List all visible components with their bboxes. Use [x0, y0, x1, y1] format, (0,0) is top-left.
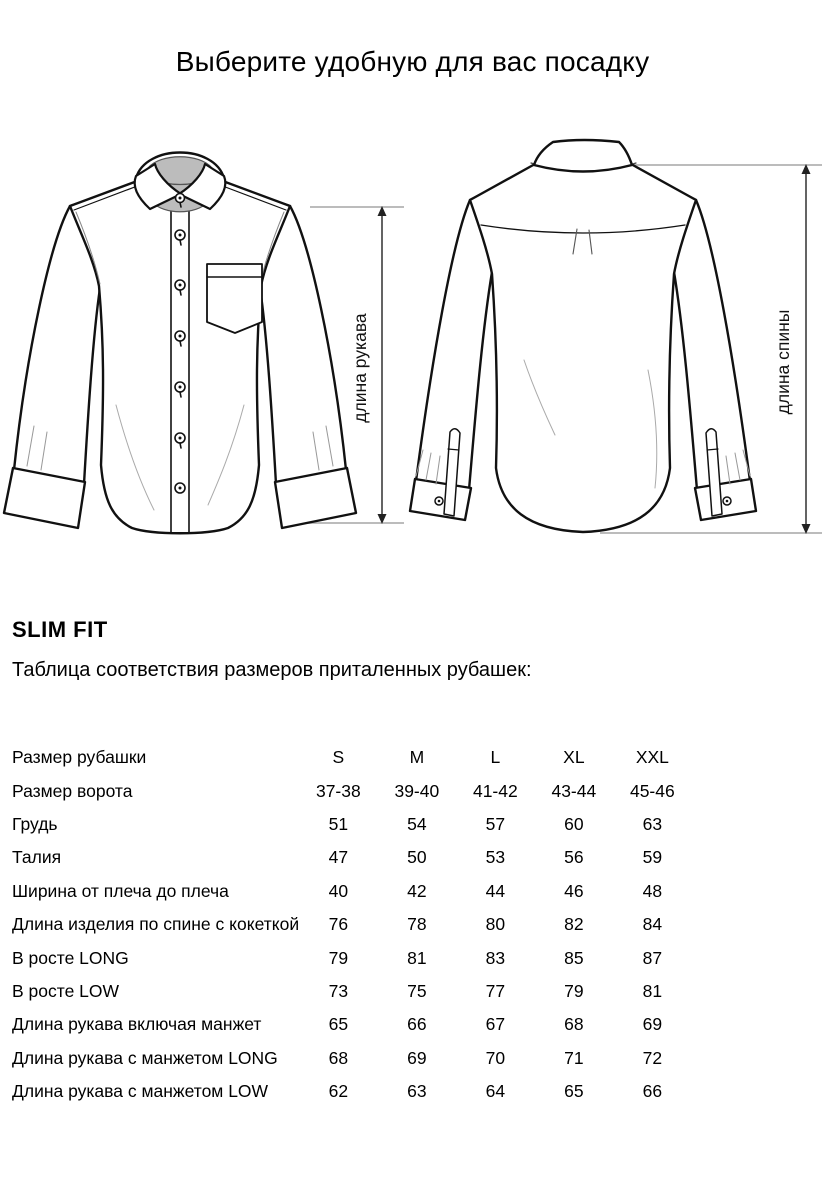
size-value-cell: 46 — [564, 880, 584, 901]
table-row — [12, 875, 692, 908]
size-value-cell: 65 — [328, 1014, 349, 1035]
size-value-cell: 44 — [485, 880, 506, 901]
size-value-cell: 59 — [642, 847, 663, 868]
table-row — [12, 774, 692, 807]
size-table-body — [12, 741, 692, 1108]
size-value-cell: 85 — [564, 947, 584, 968]
row-label: Грудь — [12, 813, 58, 834]
row-label: В росте LONG — [12, 947, 129, 968]
size-value-cell: 71 — [564, 1047, 584, 1068]
size-value-cell: 72 — [642, 1047, 663, 1068]
row-label: Длина рукава с манжетом LOW — [12, 1081, 269, 1102]
size-value-cell: 67 — [485, 1014, 506, 1035]
size-value-cell: 62 — [328, 1081, 349, 1102]
size-value-cell: 40 — [328, 880, 349, 901]
size-value-cell: 51 — [328, 813, 349, 834]
size-value-cell: 63 — [407, 1081, 427, 1102]
size-value-cell: 66 — [642, 1081, 663, 1102]
table-row — [12, 908, 692, 941]
back-body — [470, 164, 696, 532]
size-value-cell: 37-38 — [315, 780, 361, 801]
size-value-cell: 84 — [642, 914, 663, 935]
table-caption: Таблица соответствия размеров приталенных рубашек: — [12, 659, 532, 681]
row-label: Длина рукава с манжетом LONG — [12, 1047, 278, 1068]
table-row — [12, 1008, 692, 1041]
row-label: Длина рукава включая манжет — [12, 1014, 262, 1035]
shirt-technical-drawing — [0, 120, 825, 580]
size-value-cell: 79 — [328, 947, 349, 968]
size-value-cell: 50 — [407, 847, 427, 868]
size-value-cell: S — [332, 747, 345, 768]
size-value-cell: 43-44 — [551, 780, 597, 801]
size-value-cell: L — [490, 747, 501, 768]
size-value-cell: 70 — [485, 1047, 506, 1068]
size-value-cell: 87 — [642, 947, 663, 968]
back-collar — [534, 140, 632, 172]
size-value-cell: 57 — [485, 813, 506, 834]
back-length-arrow — [773, 164, 811, 534]
size-value-cell: 65 — [564, 1081, 584, 1102]
table-row — [12, 941, 692, 974]
size-value-cell: 80 — [485, 914, 506, 935]
size-value-cell: 63 — [642, 813, 663, 834]
size-value-cell: 60 — [564, 813, 584, 834]
row-label: Ширина от плеча до плеча — [12, 880, 229, 901]
size-value-cell: 79 — [564, 980, 584, 1001]
size-value-cell: M — [409, 747, 425, 768]
fit-heading: SLIM FIT — [12, 617, 108, 642]
size-value-cell: 45-46 — [629, 780, 675, 801]
chest-pocket — [207, 264, 262, 333]
size-value-cell: 81 — [642, 980, 663, 1001]
size-value-cell: 39-40 — [394, 780, 440, 801]
table-row — [12, 741, 692, 774]
size-value-cell: 68 — [328, 1047, 349, 1068]
table-row — [12, 808, 692, 841]
size-value-cell: 69 — [407, 1047, 427, 1068]
size-value-cell: 48 — [642, 880, 663, 901]
size-value-cell: 76 — [328, 914, 349, 935]
size-value-cell: XXL — [635, 747, 669, 768]
size-value-cell: 42 — [407, 880, 427, 901]
size-value-cell: 54 — [407, 813, 427, 834]
page-title: Выберите удобную для вас посадку — [175, 46, 650, 77]
row-label: Длина изделия по спине с кокеткой — [12, 914, 300, 935]
sleeve-length-label: длина рукава — [350, 313, 370, 423]
size-value-cell: 83 — [485, 947, 506, 968]
size-value-cell: 69 — [642, 1014, 663, 1035]
size-value-cell: XL — [563, 747, 585, 768]
size-value-cell: 73 — [328, 980, 349, 1001]
table-row — [12, 841, 692, 874]
size-value-cell: 41-42 — [472, 780, 518, 801]
shirt-diagram — [0, 120, 825, 580]
size-value-cell: 56 — [564, 847, 584, 868]
row-label: Размер рубашки — [12, 747, 147, 768]
row-label: Талия — [12, 847, 62, 868]
size-value-cell: 78 — [407, 914, 427, 935]
size-value-cell: 82 — [564, 914, 584, 935]
back-length-label: длина спины — [773, 309, 793, 415]
size-value-cell: 81 — [407, 947, 427, 968]
size-value-cell: 66 — [407, 1014, 427, 1035]
front-shirt-drawing — [4, 153, 356, 534]
table-row — [12, 975, 692, 1008]
table-row — [12, 1042, 692, 1075]
size-value-cell: 53 — [485, 847, 506, 868]
size-table — [12, 741, 692, 1108]
size-value-cell: 47 — [328, 847, 349, 868]
size-value-cell: 77 — [485, 980, 506, 1001]
sleeve-length-arrow — [350, 206, 387, 524]
size-value-cell: 75 — [407, 980, 427, 1001]
row-label: Размер ворота — [12, 780, 133, 801]
row-label: В росте LOW — [12, 980, 120, 1001]
size-value-cell: 68 — [564, 1014, 584, 1035]
size-value-cell: 64 — [485, 1081, 506, 1102]
back-shirt-drawing — [410, 140, 756, 532]
table-row — [12, 1075, 692, 1108]
